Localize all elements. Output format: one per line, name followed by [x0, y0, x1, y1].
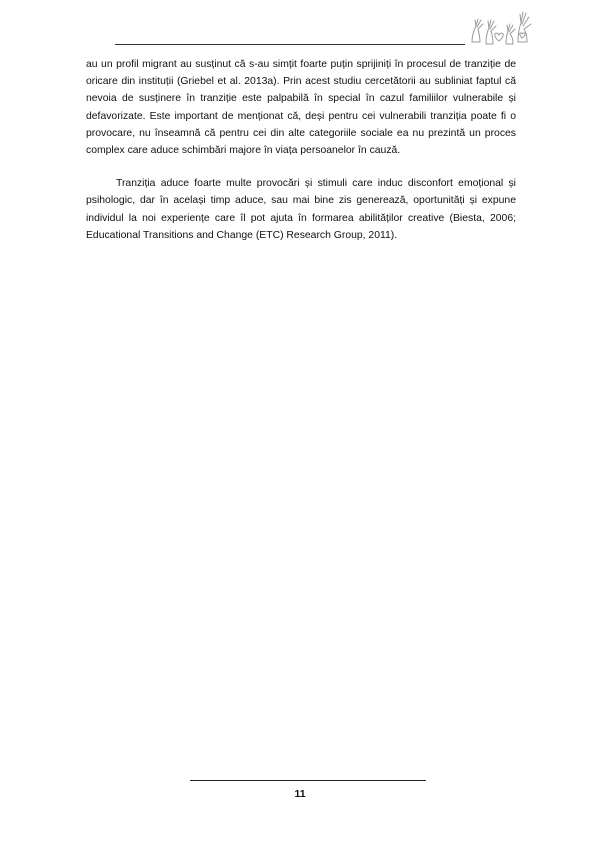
paragraph-1: au un profil migrant au susținut că s-au simțit foarte puțin sprijiniți în procesul de tranziție de oricare din instituții (Griebel et al. 2013a). Prin acest studiu cercetătorii au subliniat faptul că nevoia de susținere în tranziție este palpabilă în special în cazul familiilor vulnerabile și defavorizate. Este important de menționat că, deși pentru cei vulnerabili tranziția poate fi o provocare, nu înseamnă că pentru cei din alte categoriile sociale ea nu prezintă un proces complex care aduce schimbări majore în viața persoanelor în cauză. [86, 59, 516, 157]
header-rule [115, 44, 465, 45]
body-text [86, 56, 516, 244]
page-number: 11 [294, 788, 306, 800]
paragraph-2: Tranziția aduce foarte multe provocări și stimuli care induc disconfort emoțional și psihologic, dar în același timp aduce, sau mai bine zis generează, oportunități și expune individul la noi experiențe care îl pot ajuta în formarea abilităților creative (Biesta, 2006; Educational Transitions and Change (ETC) Research Group, 2011). [86, 178, 516, 241]
footer-rule [190, 780, 426, 781]
hands-heart-logo-icon [468, 8, 534, 48]
